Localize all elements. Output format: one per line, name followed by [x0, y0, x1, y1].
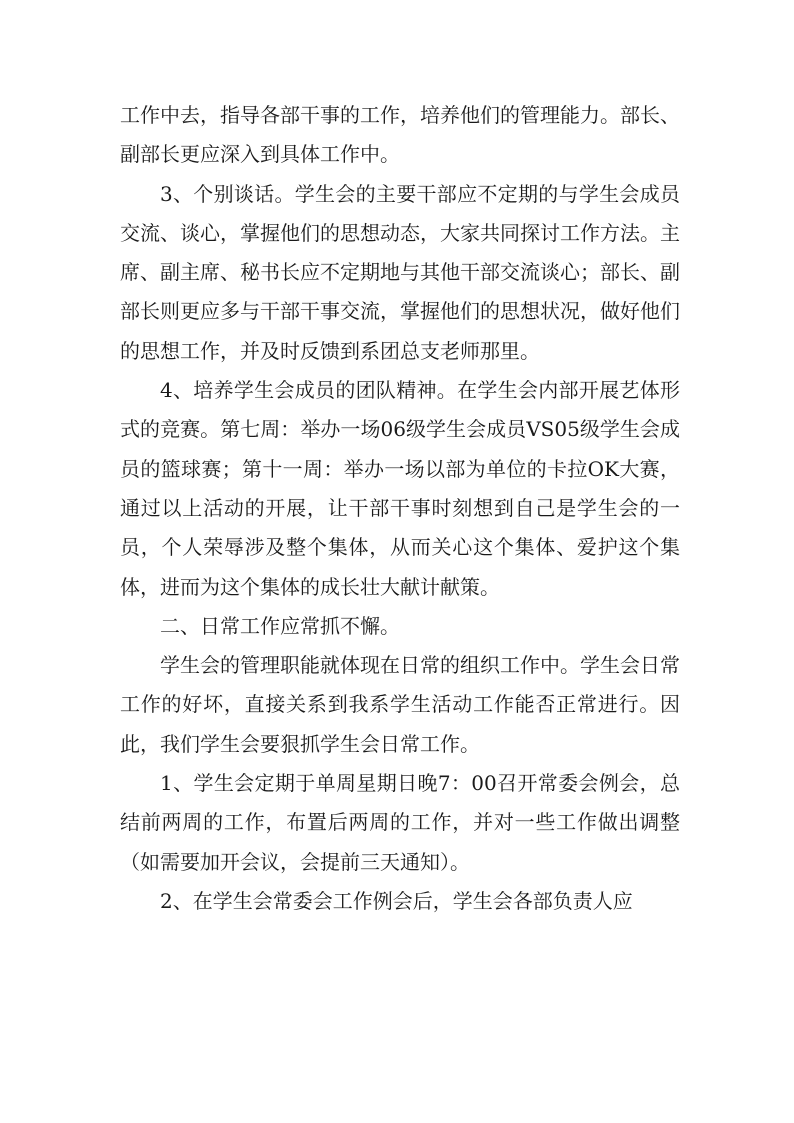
paragraph-continued: 工作中去，指导各部干事的工作，培养他们的管理能力。部长、副部长更应深入到具体工作中。 — [120, 103, 680, 167]
section-heading-daily-work: 二、日常工作应常抓不懈。 — [160, 613, 400, 638]
paragraph-after-meeting: 2、在学生会常委会工作例会后，学生会各部负责人应 — [160, 888, 633, 913]
paragraph-regular-meeting: 1、学生会定期于单周星期日晚7：00召开常委会例会，总结前两周的工作，布置后两周的工作，并对一些工作做出调整（如需要加开会议，会提前三天通知）。 — [120, 771, 680, 874]
paragraph-daily-work-intro: 学生会的管理职能就体现在日常的组织工作中。学生会日常工作的好坏，直接关系到我系学生活动工作能否正常进行。因此，我们学生会要狠抓学生会日常工作。 — [120, 653, 680, 756]
document-body — [120, 96, 680, 921]
paragraph-individual-talks: 3、个别谈话。学生会的主要干部应不定期的与学生会成员交流、谈心，掌握他们的思想动态，大家共同探讨工作方法。主席、副主席、秘书长应不定期地与其他干部交流谈心；部长、副部长则更应多与干部干事交流，掌握他们的思想状况，做好他们的思想工作，并及时反馈到系团总支老师那里。 — [120, 181, 680, 363]
paragraph-team-spirit: 4、培养学生会成员的团队精神。在学生会内部开展艺体形式的竞赛。第七周：举办一场06级学生会成员VS05级学生会成员的篮球赛；第十一周：举办一场以部为单位的卡拉OK大赛，通过以上活动的开展，让干部干事时刻想到自己是学生会的一员，个人荣辱涉及整个集体，从而关心这个集体、爱护这个集体，进而为这个集体的成长壮大献计献策。 — [120, 378, 680, 599]
